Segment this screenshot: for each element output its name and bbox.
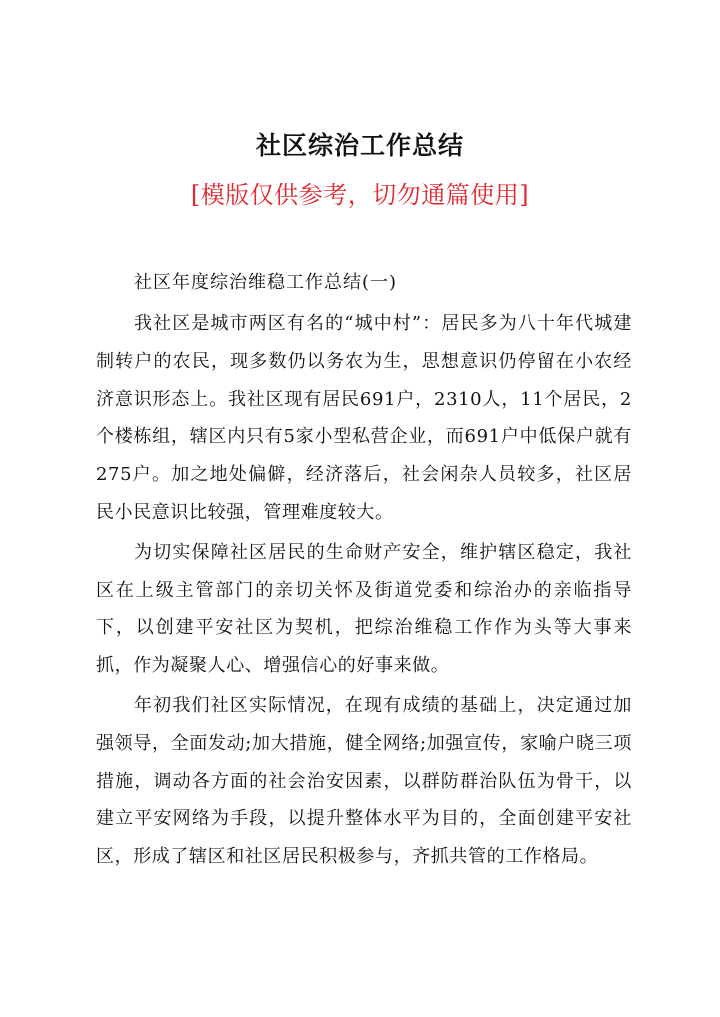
section-heading: 社区年度综治维稳工作总结(一) bbox=[134, 272, 398, 293]
paragraph-3: 年初我们社区实际情况，在现有成绩的基础上，决定通过加强领导，全面发动;加大措施，健全网络;加强宣传，家喻户晓三项措施，调动各方面的社会治安因素，以群防群治队伍为骨干，以建立平安网络为手段，以提升整体水平为目的，全面创建平安社区，形成了辖区和社区居民积极参与，齐抓共管的工作格局。 bbox=[96, 694, 632, 868]
document-title: 社区综治工作总结 bbox=[255, 131, 464, 160]
paragraph-2: 为切实保障社区居民的生命财产安全，维护辖区稳定，我社区在上级主管部门的亲切关怀及街道党委和综治办的亲临指导下，以创建平安社区为契机，把综治维稳工作作为头等大事来抓，作为凝聚人心、增强信心的好事来做。 bbox=[96, 541, 632, 677]
template-disclaimer: [模版仅供参考，切勿通篇使用] bbox=[190, 181, 530, 209]
paragraph-1: 我社区是城市两区有名的“城中村”：居民多为八十年代城建制转户的农民，现多数仍以务农为生，思想意识仍停留在小农经济意识形态上。我社区现有居民691户，2310人，11个居民，2个楼栋组，辖区内只有5家小型私营企业，而691户中低保户就有275户。加之地处偏僻，经济落后，社会闲杂人员较多，社区居民小民意识比较强，管理难度较大。 bbox=[96, 313, 632, 523]
document-body bbox=[96, 267, 632, 878]
